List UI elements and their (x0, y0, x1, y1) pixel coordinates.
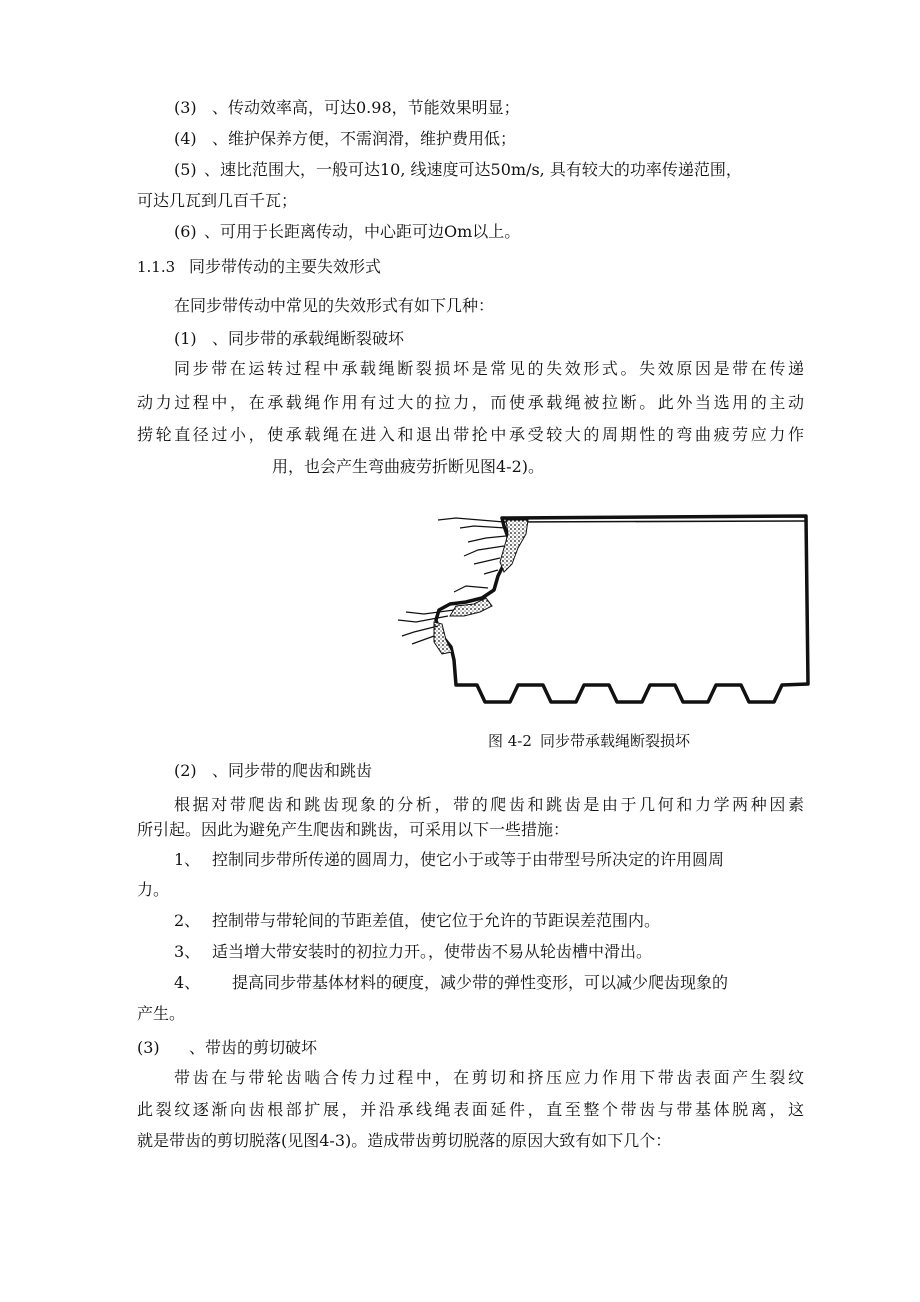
mode-number: (3) (137, 1038, 160, 1057)
paragraph-2-line-2: 所引起。因此为避免产生爬齿和跳齿，可采用以下一些措施： (137, 820, 570, 839)
figure-label: 图 4-2 (488, 732, 532, 750)
section-title: 同步带传动的主要失效形式 (189, 257, 382, 276)
paragraph-3-line-1: 带齿在与带轮齿啮合传力过程中，在剪切和挤压应力作用下带齿表面产生裂纹 (174, 1068, 804, 1087)
paragraph-1-line-2: 动力过程中，在承载绳作用有过大的拉力，而使承载绳被拉断。此外当选用的主动 (137, 393, 804, 412)
list-item-4 (174, 129, 516, 149)
section-number: 1.1.3 (137, 258, 176, 276)
list-item-6 (174, 222, 520, 242)
item-text: 、可用于长距离传动，中心距可边Om以上。 (204, 222, 521, 241)
measure-item-2 (174, 911, 660, 931)
mode-number: (1) (174, 329, 197, 348)
measure-text: 控制带与带轮间的节距差值，使它位于允许的节距误差范围内。 (212, 911, 661, 930)
intro-paragraph: 在同步带传动中常见的失效形式有如下几种： (174, 296, 495, 315)
paragraph-1-line-4: 用，也会产生弯曲疲劳折断见图4-2)。 (272, 457, 545, 476)
list-item-5 (174, 160, 742, 180)
item-number: (3) (174, 98, 197, 117)
failure-mode-3-heading (137, 1038, 317, 1058)
paragraph-3-line-2: 此裂纹逐渐向齿根部扩展，并沿承线绳表面延件，直至整个带齿与带基体脱离，这 (137, 1100, 804, 1119)
measure-number: 3、 (174, 942, 201, 961)
figure-title: 同步带承载绳断裂损坏 (540, 732, 691, 750)
measure-text: 提高同步带基体材料的硬度，减少带的弹性变形，可以减少爬齿现象的 (232, 973, 729, 992)
paragraph-1-line-3: 捞轮直径过小，使承载绳在进入和退出带抡中承受较大的周期性的弯曲疲劳应力作 (137, 425, 804, 444)
belt-damage-figure (394, 512, 814, 708)
measure-item-1 (174, 850, 724, 870)
item-text: 、维护保养方便，不需润滑，维护费用低； (212, 129, 517, 148)
mode-title: 、同步带的爬齿和跳齿 (212, 761, 373, 780)
mode-title: 、带齿的剪切破坏 (189, 1038, 318, 1057)
failure-mode-1-heading (174, 329, 404, 349)
measure-item-3 (174, 942, 652, 962)
item-number: (5) (174, 160, 197, 179)
paragraph-3-line-3: 就是带齿的剪切脱落(见图4-3)。造成带齿剪切脱落的原因大致有如下几个： (137, 1131, 672, 1150)
section-heading (137, 257, 381, 277)
item-number: (4) (174, 129, 197, 148)
list-item-3 (174, 98, 520, 118)
paragraph-1-line-1: 同步带在运转过程中承载绳断裂损坏是常见的失效形式。失效原因是带在传递 (174, 359, 804, 378)
measure-number: 2、 (174, 911, 201, 930)
measure-number: 4、 (174, 973, 201, 992)
belt-outline (436, 516, 808, 702)
measure-item-4-continuation: 产生。 (137, 1004, 186, 1023)
failure-mode-2-heading (174, 761, 372, 781)
mode-title: 、同步带的承载绳断裂破坏 (212, 329, 405, 348)
figure-caption (488, 731, 690, 751)
list-item-5-continuation: 可达几瓦到几百千瓦； (137, 191, 298, 210)
item-text: 、速比范围大，一般可达10, 线速度可达50m/s, 具有较大的功率传递范围， (204, 160, 742, 179)
measure-number: 1、 (174, 850, 201, 869)
frayed-cords (398, 518, 506, 644)
measure-item-4 (174, 973, 728, 993)
item-number: (6) (174, 222, 197, 241)
measure-text: 适当增大带安装时的初拉力开。，使带齿不易从轮齿槽中滑出。 (212, 942, 653, 961)
measure-item-1-continuation: 力。 (137, 880, 170, 899)
paragraph-2-line-1: 根据对带爬齿和跳齿现象的分析，带的爬齿和跳齿是由于几何和力学两种因素 (174, 795, 804, 814)
item-text: 、传动效率高，可达0.98，节能效果明显； (212, 98, 520, 117)
mode-number: (2) (174, 761, 197, 780)
measure-text: 控制同步带所传递的圆周力，使它小于或等于由带型号所决定的许用圆周 (212, 850, 725, 869)
